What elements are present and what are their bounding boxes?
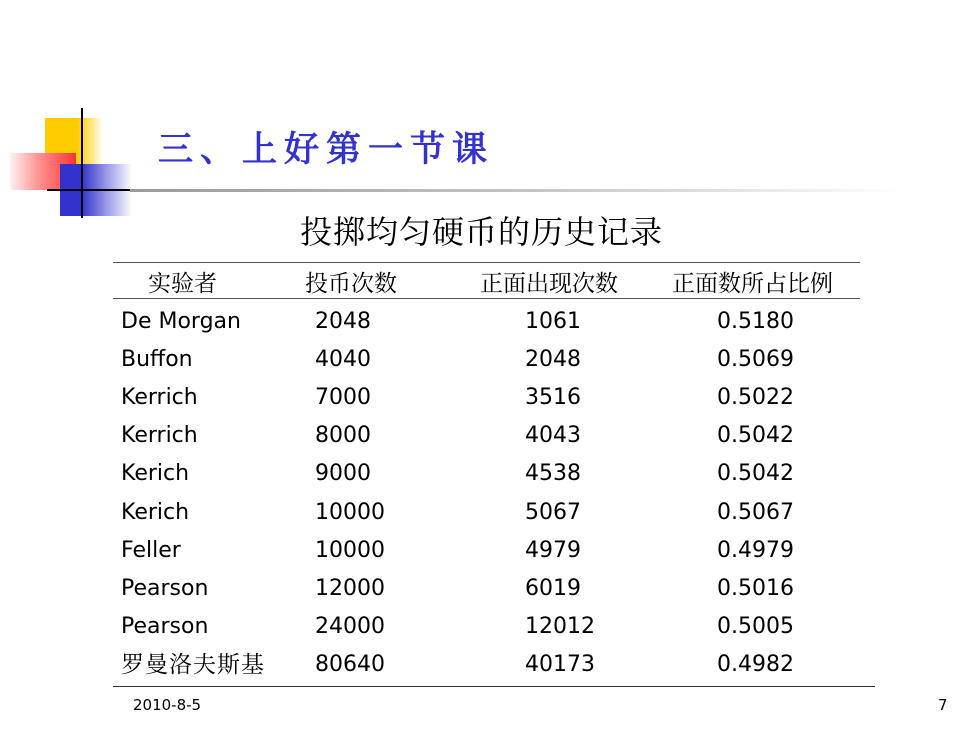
cell-heads-count: 3516 — [525, 385, 581, 411]
cell-heads-ratio: 0.5042 — [717, 461, 794, 487]
cell-heads-count: 12012 — [525, 613, 595, 639]
cell-heads-ratio: 0.5005 — [717, 613, 794, 639]
cell-heads-count: 4538 — [525, 461, 581, 487]
slide-title: 三、上好第一节课 — [158, 130, 495, 170]
cell-heads-ratio: 0.4979 — [717, 537, 794, 563]
page-number: 7 — [938, 696, 948, 714]
table-bottom-rule — [113, 686, 875, 687]
cell-toss-count: 24000 — [315, 613, 385, 639]
cell-experimenter: Kerich — [121, 461, 190, 487]
cell-experimenter: Pearson — [121, 613, 209, 639]
cell-experimenter: Kerrich — [121, 385, 198, 411]
cell-heads-ratio: 0.5180 — [717, 309, 794, 334]
cell-toss-count: 7000 — [315, 385, 371, 411]
cell-experimenter: Buffon — [121, 347, 193, 373]
title-underline — [130, 189, 905, 192]
cell-heads-ratio: 0.5022 — [717, 385, 794, 411]
cell-toss-count: 2048 — [315, 309, 371, 334]
cell-toss-count: 10000 — [315, 537, 385, 563]
table-header-rule — [113, 298, 860, 299]
cell-heads-count: 4979 — [525, 537, 581, 563]
cell-heads-count: 4043 — [525, 423, 581, 449]
header-toss-count: 投币次数 — [305, 271, 397, 297]
cell-heads-count: 5067 — [525, 499, 581, 525]
cell-toss-count: 10000 — [315, 499, 385, 525]
cell-experimenter: Kerich — [121, 499, 190, 525]
table-top-rule — [113, 262, 860, 263]
cell-heads-count: 40173 — [525, 651, 595, 677]
cell-toss-count: 80640 — [315, 651, 385, 677]
cell-toss-count: 9000 — [315, 461, 371, 487]
cell-toss-count: 8000 — [315, 423, 371, 449]
cell-experimenter: 罗曼洛夫斯基 — [121, 651, 265, 678]
logo-horizontal-line — [47, 189, 132, 191]
cell-heads-count: 2048 — [525, 347, 581, 373]
header-heads-count: 正面出现次数 — [480, 271, 618, 297]
cell-toss-count: 12000 — [315, 575, 385, 601]
cell-toss-count: 4040 — [315, 347, 371, 373]
header-experimenter: 实验者 — [148, 271, 217, 297]
cell-heads-ratio: 0.4982 — [717, 651, 794, 677]
logo-vertical-line — [81, 108, 83, 218]
cell-heads-ratio: 0.5067 — [717, 499, 794, 525]
table-caption: 投掷均匀硬币的历史记录 — [300, 213, 664, 251]
cell-heads-ratio: 0.5069 — [717, 347, 794, 373]
cell-experimenter: Pearson — [121, 575, 209, 601]
cell-heads-ratio: 0.5042 — [717, 423, 794, 449]
footer-date: 2010-8-5 — [133, 696, 202, 714]
cell-heads-ratio: 0.5016 — [717, 575, 794, 601]
cell-heads-count: 6019 — [525, 575, 581, 601]
cell-experimenter: De Morgan — [121, 309, 241, 334]
header-heads-ratio: 正面数所占比例 — [672, 271, 833, 297]
cell-experimenter: Feller — [121, 537, 181, 563]
cell-heads-count: 1061 — [525, 309, 581, 334]
cell-experimenter: Kerrich — [121, 423, 198, 449]
